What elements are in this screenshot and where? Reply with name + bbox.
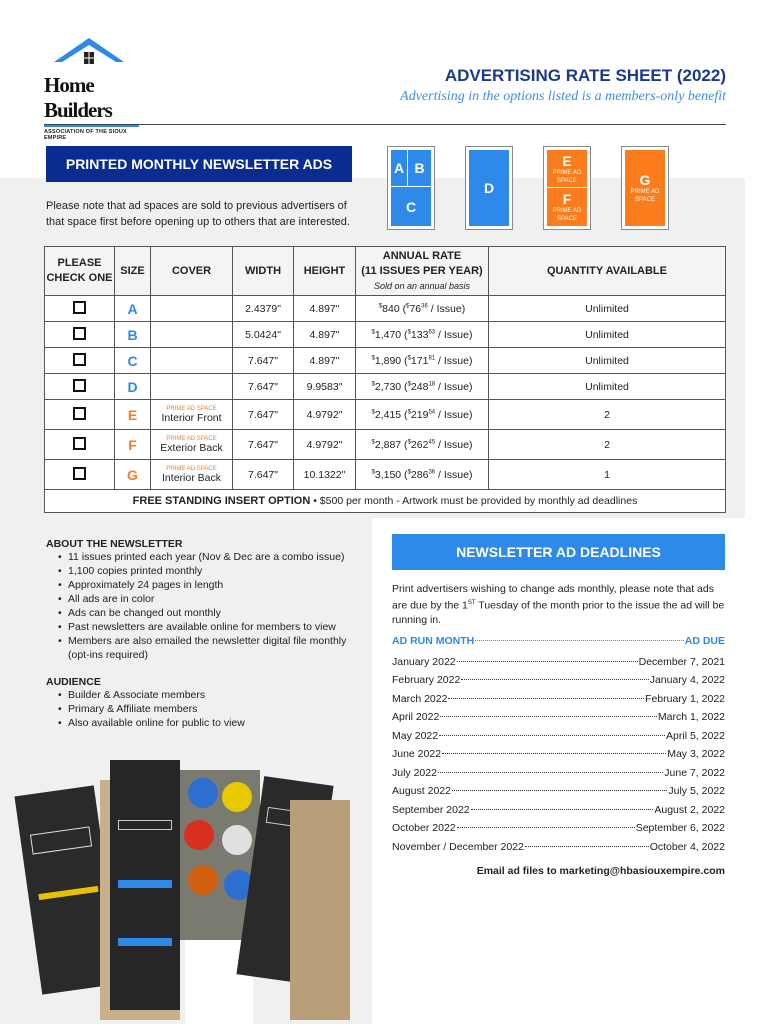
logo-name: Home Builders — [44, 73, 112, 122]
deadlines-header — [392, 632, 725, 651]
check-cell[interactable] — [45, 400, 115, 430]
deadline-row — [392, 819, 725, 838]
insert-option — [45, 490, 726, 513]
deadline-row — [392, 708, 725, 727]
section-note: Please note that ad spaces are sold to previous advertisers of that space first before opening up to others that are interested. — [46, 200, 350, 228]
checkbox-e[interactable] — [73, 407, 86, 420]
ad-diagram-abc — [387, 146, 435, 230]
audience-title: AUDIENCE — [46, 676, 101, 688]
check-cell[interactable] — [45, 296, 115, 322]
height-cell: 4.897" — [294, 348, 356, 374]
deadline-row — [392, 764, 725, 783]
per-issue-rate: 248 — [410, 380, 429, 393]
prime-label: PRIME AD SPACE — [630, 189, 660, 203]
width-cell: 7.647" — [233, 430, 294, 460]
checkbox-g[interactable] — [73, 467, 86, 480]
checkbox-b[interactable] — [73, 327, 86, 340]
col-due: AD DUE — [684, 635, 725, 647]
insert-option-details: • $500 per month - Artwork must be provided by monthly ad deadlines — [310, 495, 638, 507]
deadline-row — [392, 782, 725, 801]
height-cell: 10.1322" — [294, 460, 356, 490]
prime-label: PRIME AD SPACE — [166, 405, 217, 412]
table-row — [45, 296, 726, 322]
per-issue-label: / Issue — [438, 468, 469, 481]
list-item: • Approximately 24 pages in length — [46, 578, 366, 592]
qty-cell: 2 — [489, 400, 726, 430]
ad-block-g — [625, 150, 665, 226]
qty-cell: Unlimited — [489, 374, 726, 400]
rate-note: Sold on an annual basis — [373, 280, 471, 291]
annual-rate: 2,730 — [374, 380, 402, 393]
list-item: • Members are also emailed the newsletter digital file monthly (opt-ins required) — [46, 634, 366, 662]
due-date: September 6, 2022 — [635, 822, 725, 834]
rate-table — [44, 246, 726, 513]
section-title-banner: PRINTED MONTHLY NEWSLETTER ADS — [46, 146, 352, 182]
about-list — [46, 550, 366, 662]
deadline-row — [392, 727, 725, 746]
check-cell[interactable] — [45, 322, 115, 348]
ad-block-a: A — [391, 150, 407, 186]
annual-rate: 3,150 — [374, 468, 402, 481]
due-date: June 7, 2022 — [664, 766, 725, 779]
prime-label: PRIME AD SPACE — [166, 435, 217, 442]
deadline-row — [392, 745, 725, 764]
list-item: • Also available online for public to view — [46, 716, 366, 730]
checkbox-d[interactable] — [73, 379, 86, 392]
col-height: HEIGHT — [294, 247, 356, 296]
list-item: • Ads can be changed out monthly — [46, 606, 366, 620]
ad-diagram-d — [465, 146, 513, 230]
rate-cell: $840 ($^{\$}76^{36}$ / Issue) — [356, 296, 489, 322]
intro-text-2: Tuesday of the month prior to the issue the ad will be running in. — [392, 599, 725, 626]
rate-header-2: (11 ISSUES PER YEAR) — [361, 264, 483, 277]
run-month: January 2022 — [392, 655, 456, 668]
per-issue-label: / Issue — [438, 328, 469, 341]
table-row — [45, 374, 726, 400]
list-item: • Builder & Associate members — [46, 688, 366, 702]
col-size: SIZE — [115, 247, 151, 296]
per-issue-rate: 171 — [410, 354, 429, 367]
ad-block-e — [547, 150, 587, 187]
header-divider — [44, 124, 726, 125]
rate-cell: $3,150 ($^{\$}286^{36}$ / Issue) — [356, 460, 489, 490]
deadlines-banner: NEWSLETTER AD DEADLINES — [392, 534, 725, 570]
qty-cell: Unlimited — [489, 296, 726, 322]
due-date: April 5, 2022 — [666, 729, 725, 742]
due-date: January 4, 2022 — [649, 674, 725, 686]
check-cell[interactable] — [45, 430, 115, 460]
cover-cell — [151, 348, 233, 374]
cover-cell — [151, 400, 233, 430]
check-cell[interactable] — [45, 348, 115, 374]
per-issue-cents: 18 — [428, 381, 436, 387]
per-issue-rate: 286 — [410, 468, 429, 481]
col-cover: COVER — [151, 247, 233, 296]
width-cell: 7.647" — [233, 348, 294, 374]
page-subtitle: Advertising in the options listed is a members-only benefit — [400, 89, 726, 104]
per-issue-cents: 36 — [428, 469, 436, 475]
about-section — [46, 538, 366, 730]
about-title: ABOUT THE NEWSLETTER — [46, 538, 183, 550]
qty-cell: Unlimited — [489, 348, 726, 374]
due-date: March 1, 2022 — [657, 711, 725, 723]
per-issue-rate: 262 — [410, 438, 429, 451]
deadline-row — [392, 671, 725, 690]
size-cell: D — [115, 374, 151, 400]
logo — [44, 36, 144, 141]
annual-rate: 1,470 — [374, 328, 402, 341]
deadline-row — [392, 801, 725, 820]
col-rate — [356, 247, 489, 296]
per-issue-label: / Issue — [438, 408, 469, 421]
rate-header: ANNUAL RATE — [382, 249, 462, 262]
height-cell: 4.9792" — [294, 400, 356, 430]
run-month: February 2022 — [392, 674, 461, 686]
table-row — [45, 322, 726, 348]
qty-cell: 2 — [489, 430, 726, 460]
size-cell: E — [115, 400, 151, 430]
run-month: September 2022 — [392, 803, 470, 816]
run-month: June 2022 — [392, 748, 442, 760]
size-cell: B — [115, 322, 151, 348]
run-month: April 2022 — [392, 711, 440, 723]
email-instructions: Email ad files to marketing@hbasiouxempire.com — [476, 865, 725, 877]
table-row — [45, 430, 726, 460]
ad-block-g-label: G — [639, 172, 651, 188]
list-item: • Primary & Affiliate members — [46, 702, 366, 716]
annual-rate: 840 — [382, 302, 400, 315]
size-cell: C — [115, 348, 151, 374]
prime-label: PRIME AD SPACE — [166, 465, 217, 472]
checkbox-a[interactable] — [73, 301, 86, 314]
cover-cell — [151, 322, 233, 348]
per-issue-cents: 36 — [421, 303, 428, 309]
insert-option-title: FREE STANDING INSERT OPTION — [132, 495, 311, 507]
rate-cell: $1,470 ($^{\$}133^{63}$ / Issue) — [356, 322, 489, 348]
deadlines-list — [392, 632, 725, 856]
per-issue-cents: 63 — [428, 329, 436, 335]
run-month: March 2022 — [392, 692, 448, 705]
col-qty: QUANTITY AVAILABLE — [489, 247, 726, 296]
qty-cell: 1 — [489, 460, 726, 490]
ad-block-d: D — [469, 150, 509, 226]
size-cell: F — [115, 430, 151, 460]
intro-sup: ST — [467, 600, 476, 606]
rate-cell: $2,887 ($^{\$}262^{45}$ / Issue) — [356, 430, 489, 460]
due-date: October 4, 2022 — [649, 840, 725, 853]
qty-cell: Unlimited — [489, 322, 726, 348]
checkbox-c[interactable] — [73, 353, 86, 366]
per-issue-rate: 133 — [410, 328, 429, 341]
newsletter-cover-2 — [110, 760, 180, 1010]
cover-cell — [151, 460, 233, 490]
audience-list — [46, 688, 366, 730]
due-date: February 1, 2022 — [645, 692, 725, 705]
col-width: WIDTH — [233, 247, 294, 296]
page-title: ADVERTISING RATE SHEET (2022) — [444, 66, 726, 85]
due-date: July 5, 2022 — [668, 785, 725, 797]
size-cell: A — [115, 296, 151, 322]
per-issue-cents: 81 — [428, 355, 436, 361]
prime-label: PRIME AD SPACE — [552, 169, 582, 184]
cover-name: Exterior Back — [160, 441, 223, 454]
per-issue-label: / Issue — [430, 302, 462, 315]
run-month: July 2022 — [392, 766, 437, 779]
width-cell: 7.647" — [233, 460, 294, 490]
deadline-row — [392, 838, 725, 857]
due-date: August 2, 2022 — [654, 803, 725, 816]
ad-block-c: C — [391, 187, 431, 226]
due-date: December 7, 2021 — [638, 655, 725, 668]
width-cell: 7.647" — [233, 374, 294, 400]
run-month: August 2022 — [392, 785, 451, 797]
deadline-row — [392, 653, 725, 672]
deadlines-intro — [392, 582, 727, 627]
cover-name: Interior Front — [161, 411, 222, 424]
list-item: • All ads are in color — [46, 592, 366, 606]
run-month: October 2022 — [392, 822, 456, 834]
height-cell: 9.9583" — [294, 374, 356, 400]
list-item: • 11 issues printed each year (Nov & Dec are a combo issue) — [46, 550, 366, 564]
logo-subtitle: ASSOCIATION OF THE SIOUX EMPIRE — [44, 129, 127, 141]
due-date: May 3, 2022 — [667, 748, 725, 760]
cover-name: Interior Back — [162, 471, 221, 484]
size-cell: G — [115, 460, 151, 490]
annual-rate: 1,890 — [374, 354, 402, 367]
table-row — [45, 400, 726, 430]
per-issue-label: / Issue — [438, 380, 469, 393]
per-issue-cents: 54 — [428, 409, 436, 415]
per-issue-label: / Issue — [438, 354, 469, 367]
prime-label: PRIME AD SPACE — [552, 208, 582, 222]
col-check: PLEASE CHECK ONE — [45, 247, 115, 296]
table-header-row — [45, 247, 726, 296]
run-month: May 2022 — [392, 729, 439, 742]
cover-cell — [151, 374, 233, 400]
cover-cell — [151, 296, 233, 322]
ad-block-e-label: E — [562, 152, 572, 169]
newsletter-photo-tools-2 — [290, 800, 350, 1020]
ad-diagram-g — [621, 146, 669, 230]
height-cell: 4.897" — [294, 296, 356, 322]
intro-text: Print advertisers wishing to change ads monthly, please note that ads are due by the 1 — [392, 583, 714, 612]
newsletter-cover-images — [20, 760, 350, 1024]
rate-cell: $2,415 ($^{\$}219^{54}$ / Issue) — [356, 400, 489, 430]
annual-rate: 2,887 — [374, 438, 402, 451]
ad-block-f-label: F — [562, 191, 572, 207]
check-cell[interactable] — [45, 460, 115, 490]
check-cell[interactable] — [45, 374, 115, 400]
per-issue-rate: 219 — [410, 408, 429, 421]
list-item: • Past newsletters are available online for members to view — [46, 620, 366, 634]
table-row — [45, 460, 726, 490]
height-cell: 4.897" — [294, 322, 356, 348]
rate-cell: $2,730 ($^{\$}248^{18}$ / Issue) — [356, 374, 489, 400]
checkbox-f[interactable] — [73, 437, 86, 450]
house-roof-icon — [54, 36, 124, 68]
per-issue-label: / Issue — [438, 438, 469, 451]
width-cell: 5.0424" — [233, 322, 294, 348]
width-cell: 2.4379" — [233, 296, 294, 322]
cover-cell — [151, 430, 233, 460]
run-month: November / December 2022 — [392, 840, 524, 853]
list-item: • 1,100 copies printed monthly — [46, 564, 366, 578]
annual-rate: 2,415 — [374, 408, 402, 421]
height-cell: 4.9792" — [294, 430, 356, 460]
per-issue-cents: 45 — [428, 439, 436, 445]
per-issue-rate: 76 — [409, 302, 422, 315]
rate-cell: $1,890 ($^{\$}171^{81}$ / Issue) — [356, 348, 489, 374]
ad-block-f — [547, 188, 587, 226]
deadline-row — [392, 690, 725, 709]
width-cell: 7.647" — [233, 400, 294, 430]
col-month: AD RUN MONTH — [392, 635, 475, 647]
table-row — [45, 348, 726, 374]
ad-diagram-ef — [543, 146, 591, 230]
ad-block-b: B — [408, 150, 431, 186]
